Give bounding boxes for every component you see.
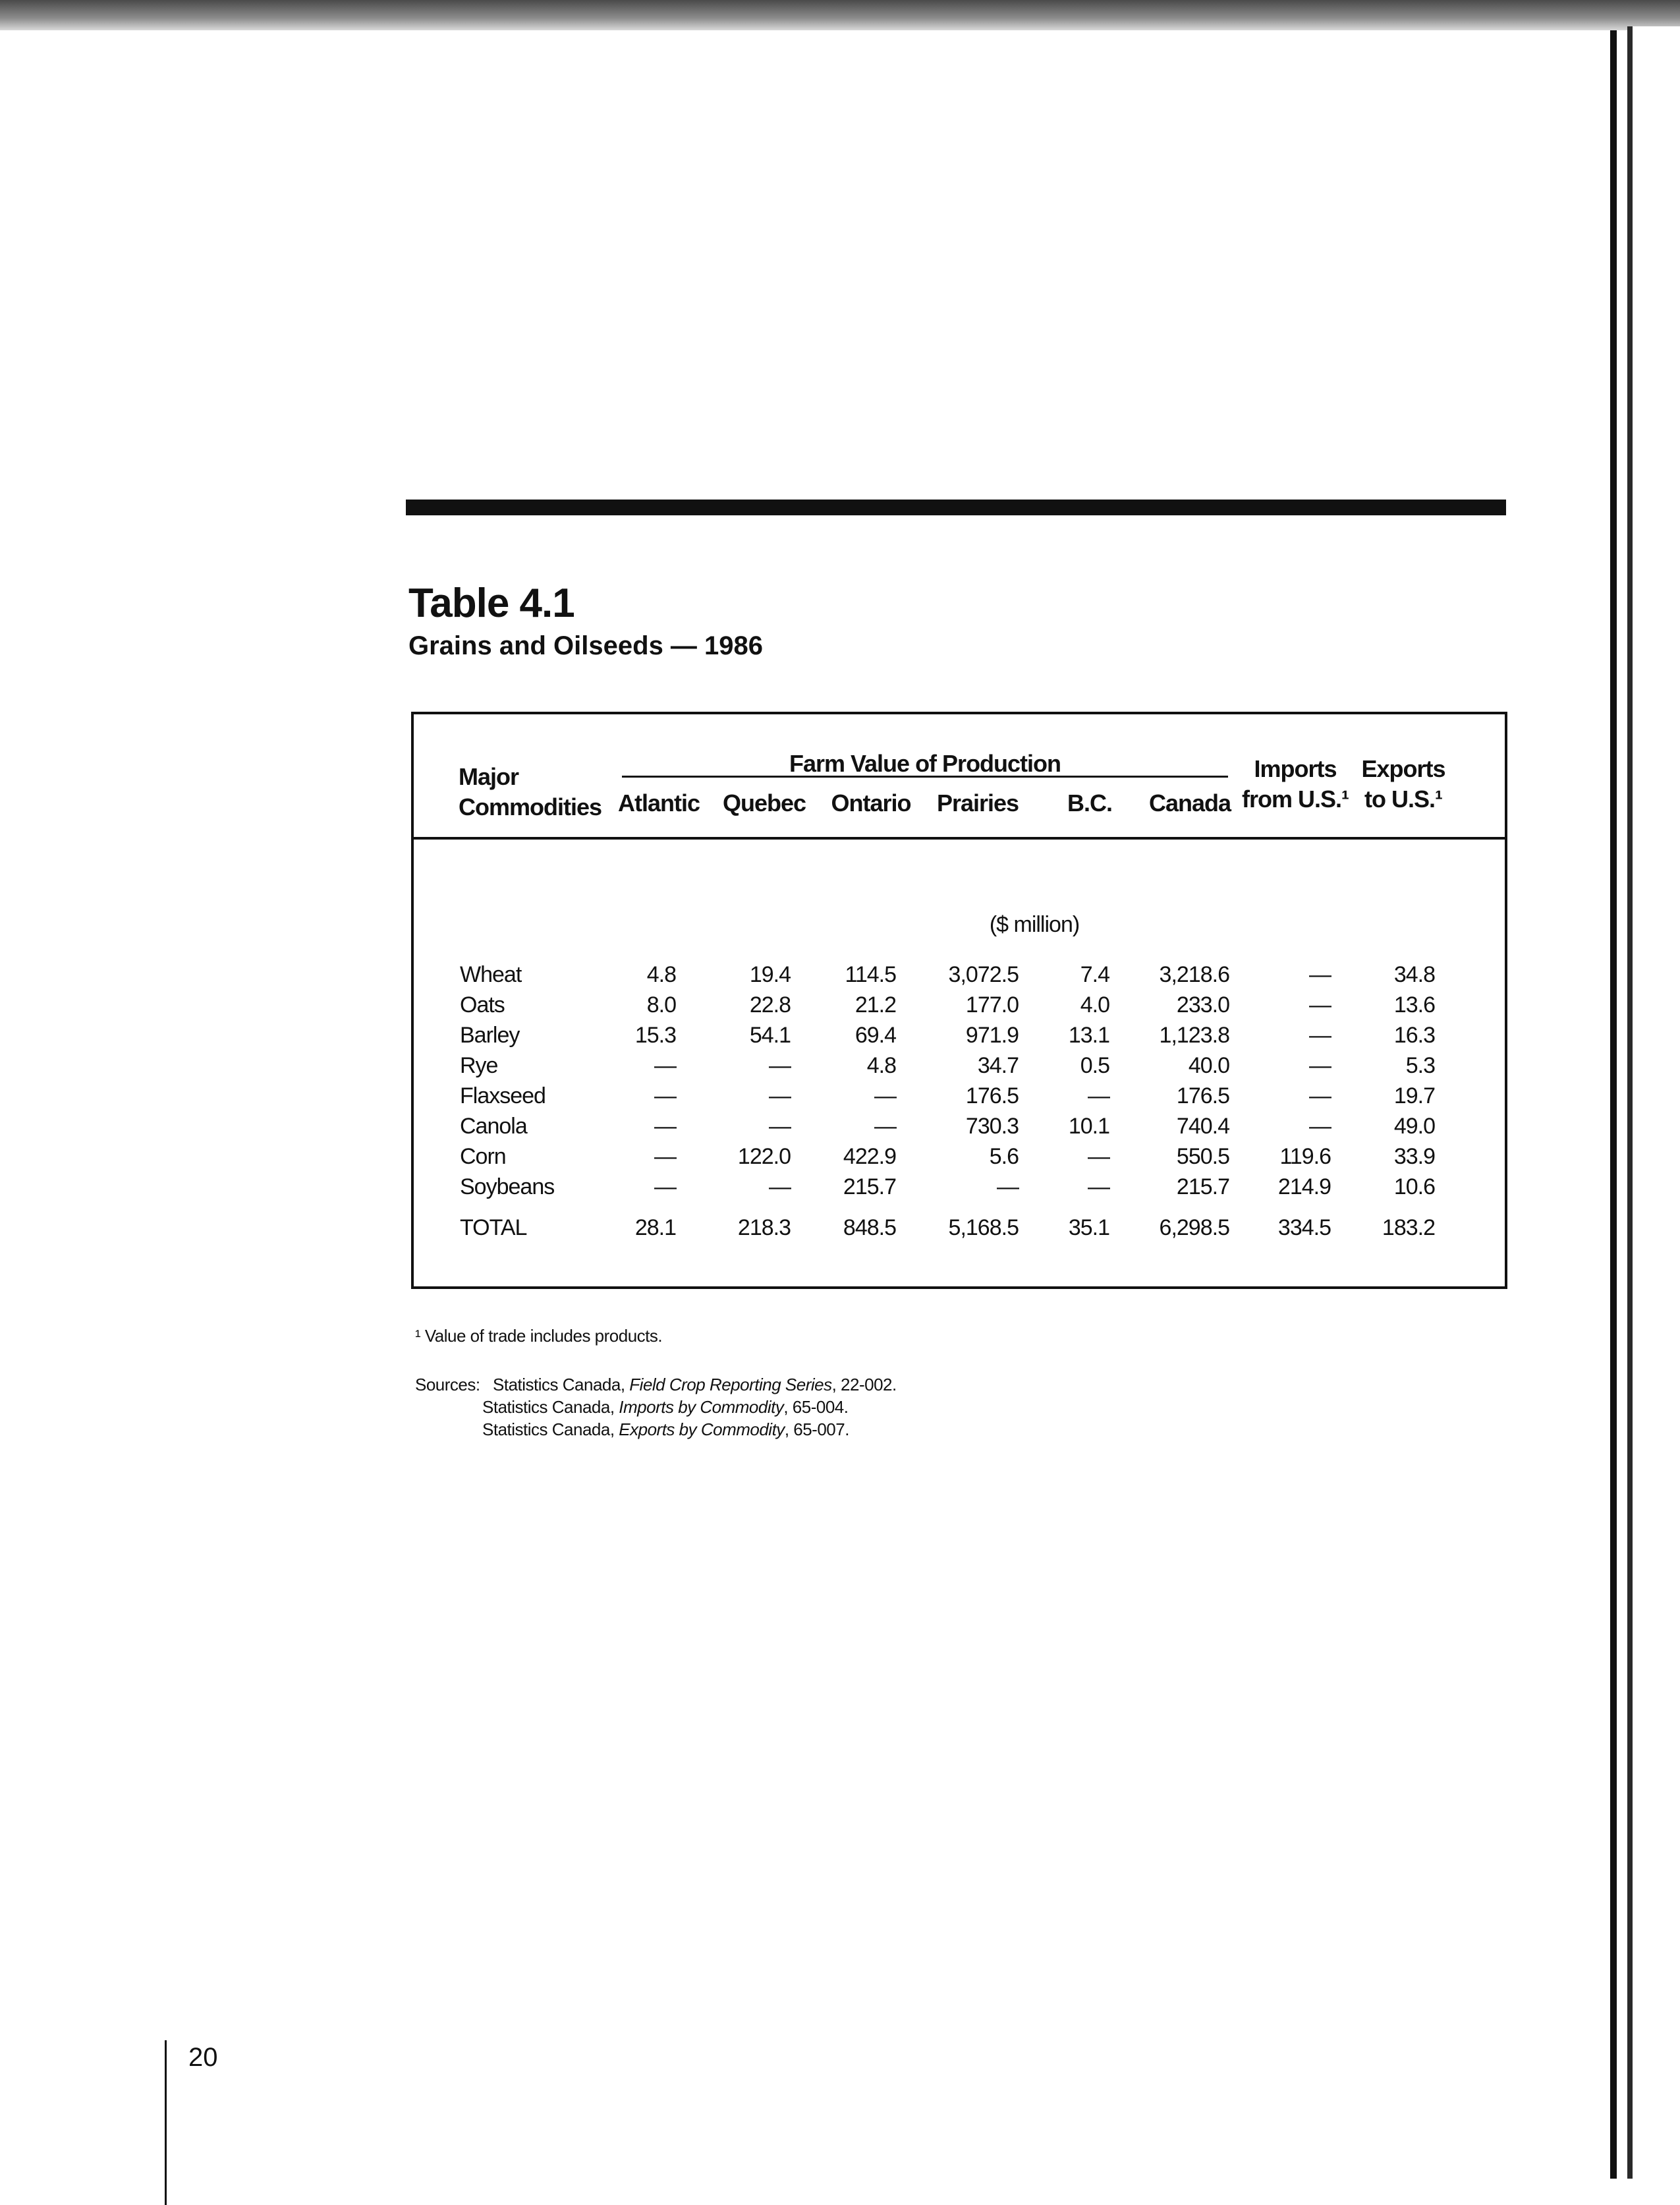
source-catalogue-number: , 22-002. [831,1375,897,1394]
commodity-name: Oats [460,992,505,1017]
source-publisher: Statistics Canada, [482,1419,619,1439]
cell-prairies: 177.0 [965,992,1019,1017]
cell-exports: 33.9 [1393,1144,1435,1169]
header-ontario: Ontario [831,789,911,816]
table-subtitle: Grains and Oilseeds — 1986 [408,631,764,660]
cell-prairies: 971.9 [965,1023,1019,1048]
source-publisher: Statistics Canada, [482,1397,619,1417]
cell-quebec: — [769,1053,791,1078]
source-title: Imports by Commodity [619,1397,784,1417]
header-quebec: Quebec [722,789,806,816]
cell-quebec: 22.8 [749,992,791,1017]
source-publisher: Statistics Canada, [493,1375,630,1394]
footnote: ¹ Value of trade includes products. [415,1326,663,1346]
header-commodity-line1: Major [459,763,519,790]
source-title: Exports by Commodity [619,1419,785,1439]
cell-bc: — [1088,1174,1109,1199]
cell-atlantic: 4.8 [646,962,676,987]
source-line [493,1373,897,1396]
cell-imports: — [1309,1023,1331,1048]
cell-exports: 16.3 [1393,1023,1435,1048]
cell-bc: 7.4 [1080,962,1109,987]
cell-ontario: 4.8 [866,1053,896,1078]
cell-imports: — [1309,1114,1331,1139]
header-atlantic: Atlantic [617,789,700,816]
header-farm-value-group: Farm Value of Production [789,750,1061,777]
total-row-label: TOTAL [460,1215,527,1240]
cell-atlantic: — [654,1083,676,1108]
cell-prairies: — [997,1174,1019,1199]
cell-quebec: — [769,1083,791,1108]
cell-exports: 13.6 [1393,992,1435,1017]
cell-prairies: 34.7 [977,1053,1019,1078]
total-imports: 334.5 [1277,1215,1331,1240]
page-outer-edge [1627,26,1633,2179]
header-commodity-line2: Commodities [459,793,602,820]
cell-quebec: 122.0 [737,1144,791,1169]
source-line [482,1396,849,1418]
cell-canada: 40.0 [1188,1053,1229,1078]
cell-exports: 5.3 [1405,1053,1435,1078]
cell-imports: — [1309,962,1331,987]
cell-imports: — [1309,992,1331,1017]
header-divider [411,837,1507,840]
cell-prairies: 3,072.5 [948,962,1019,987]
source-catalogue-number: , 65-004. [783,1397,849,1417]
sources-label: Sources: [415,1375,480,1394]
header-exports-line2: to U.S.¹ [1364,786,1442,813]
unit-label: ($ million) [989,912,1080,937]
cell-exports: 34.8 [1393,962,1435,987]
commodity-name: Rye [460,1053,498,1078]
cell-bc: 0.5 [1080,1053,1109,1078]
cell-exports: 10.6 [1393,1174,1435,1199]
cell-ontario: 114.5 [845,962,896,987]
total-canada: 6,298.5 [1159,1215,1229,1240]
page-margin-rule [165,2040,167,2205]
cell-ontario: — [874,1083,896,1108]
page-top-edge [0,0,1680,30]
commodity-name: Flaxseed [460,1083,546,1108]
cell-ontario: 21.2 [854,992,896,1017]
commodity-name: Soybeans [460,1174,555,1199]
cell-quebec: — [769,1174,791,1199]
cell-atlantic: 15.3 [634,1023,676,1048]
commodity-name: Canola [460,1114,527,1139]
total-prairies: 5,168.5 [948,1215,1019,1240]
header-canada: Canada [1148,789,1231,816]
cell-canada: 740.4 [1176,1114,1229,1139]
title-rule [406,500,1506,515]
header-imports-line1: Imports [1254,755,1337,782]
cell-imports: — [1309,1083,1331,1108]
cell-atlantic: — [654,1114,676,1139]
cell-bc: 4.0 [1080,992,1109,1017]
cell-quebec: — [769,1114,791,1139]
cell-exports: 19.7 [1393,1083,1435,1108]
total-exports: 183.2 [1382,1215,1435,1240]
source-line [482,1418,849,1441]
table-title: Table 4.1 [408,581,574,626]
cell-ontario: — [874,1114,896,1139]
cell-prairies: 176.5 [965,1083,1019,1108]
page-binding-edge [1610,30,1617,2179]
cell-atlantic: — [654,1144,676,1169]
cell-canada: 3,218.6 [1159,962,1229,987]
cell-prairies: 730.3 [965,1114,1019,1139]
header-bc: B.C. [1067,789,1112,816]
cell-imports: — [1309,1053,1331,1078]
cell-atlantic: 8.0 [646,992,676,1017]
cell-canada: 550.5 [1176,1144,1229,1169]
cell-quebec: 54.1 [749,1023,791,1048]
cell-bc: — [1088,1083,1109,1108]
cell-canada: 215.7 [1176,1174,1229,1199]
source-catalogue-number: , 65-007. [784,1419,849,1439]
cell-canada: 176.5 [1176,1083,1229,1108]
cell-bc: 13.1 [1068,1023,1109,1048]
header-imports-line2: from U.S.¹ [1241,786,1349,813]
commodity-name: Corn [460,1144,506,1169]
cell-prairies: 5.6 [989,1144,1019,1169]
header-exports-line1: Exports [1361,755,1445,782]
commodity-name: Wheat [460,962,522,987]
cell-imports: 214.9 [1277,1174,1331,1199]
total-atlantic: 28.1 [634,1215,676,1240]
cell-imports: 119.6 [1279,1144,1331,1169]
cell-canada: 233.0 [1176,992,1229,1017]
cell-ontario: 215.7 [843,1174,896,1199]
cell-ontario: 422.9 [843,1144,896,1169]
source-title: Field Crop Reporting Series [629,1375,832,1394]
total-ontario: 848.5 [843,1215,896,1240]
header-prairies: Prairies [936,789,1019,816]
cell-bc: 10.1 [1068,1114,1109,1139]
cell-ontario: 69.4 [854,1023,896,1048]
cell-exports: 49.0 [1393,1114,1435,1139]
cell-atlantic: — [654,1053,676,1078]
cell-canada: 1,123.8 [1159,1023,1229,1048]
page-number: 20 [188,2043,218,2072]
cell-atlantic: — [654,1174,676,1199]
total-bc: 35.1 [1068,1215,1109,1240]
cell-quebec: 19.4 [749,962,791,987]
page-margin-fill [1633,26,1680,2179]
cell-bc: — [1088,1144,1109,1169]
commodity-name: Barley [460,1023,520,1048]
total-quebec: 218.3 [737,1215,791,1240]
